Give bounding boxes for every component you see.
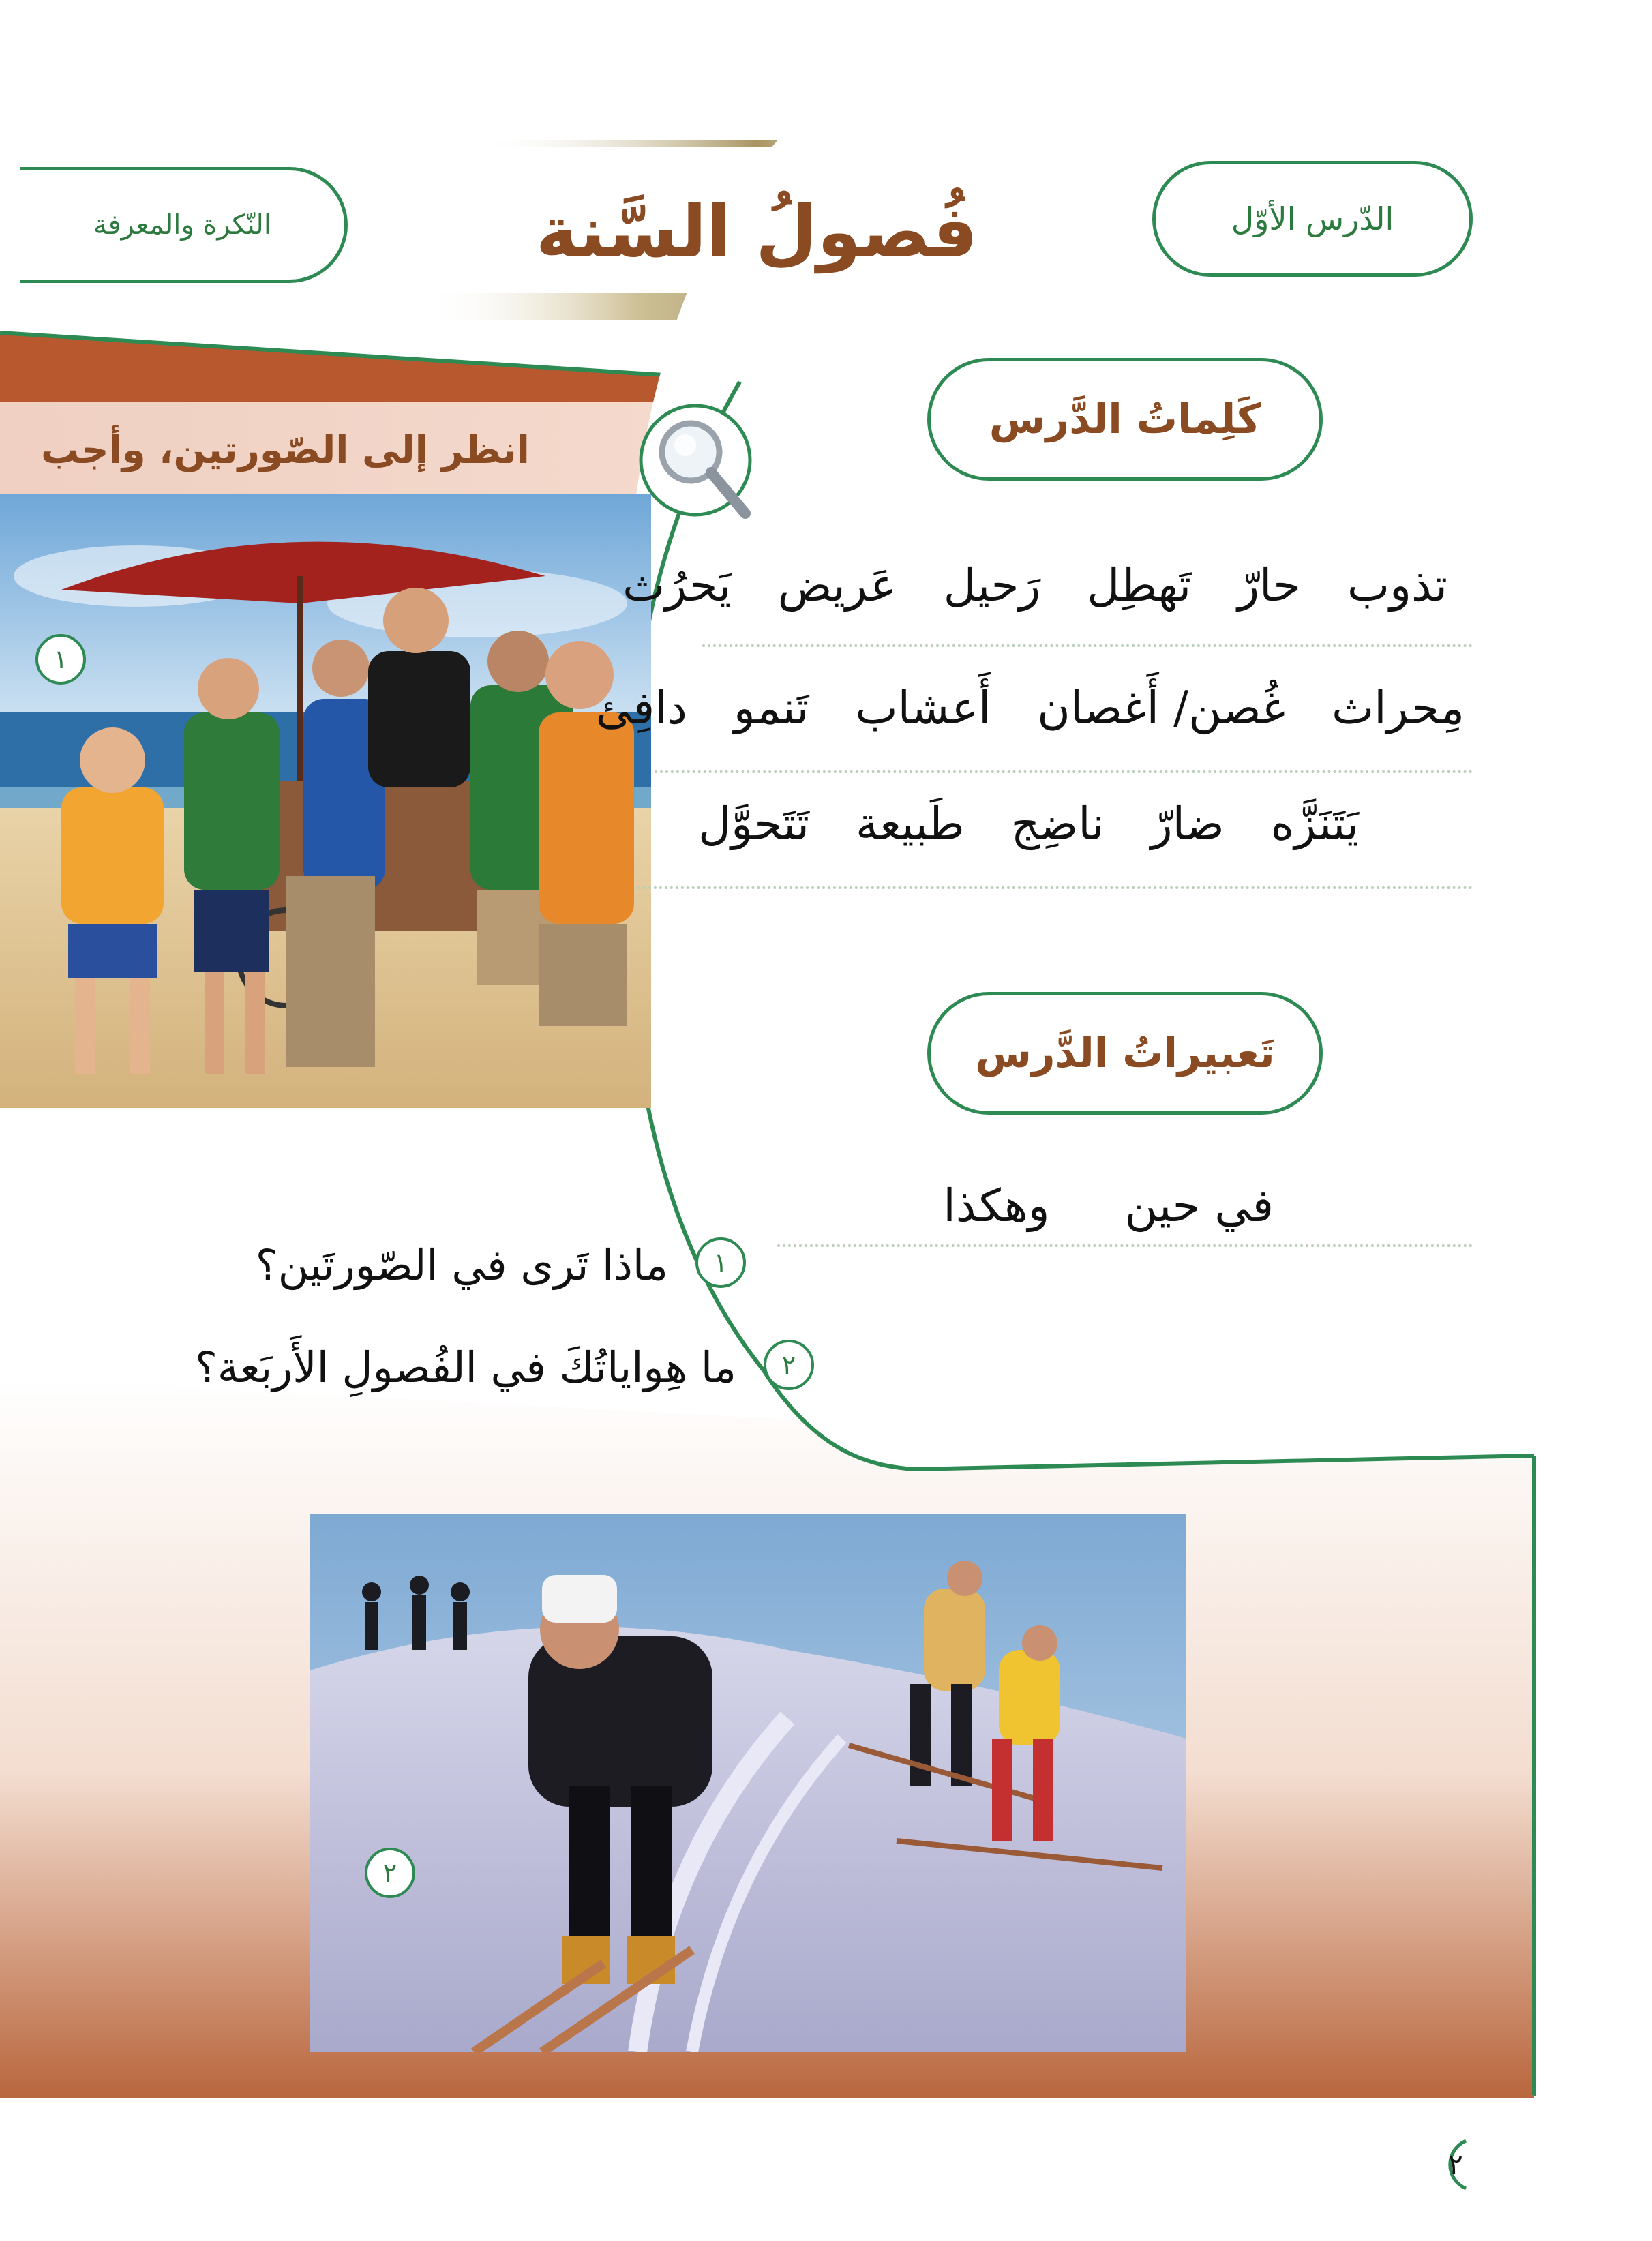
question-1-text: ماذا تَرى في الصّورتَين؟ [255, 1239, 668, 1290]
vocab-word: دافِئ [595, 682, 687, 734]
vocab-row-1 [622, 559, 1447, 612]
picture-prompt: انظر إلى الصّورتين، وأجب [41, 427, 530, 472]
vocab-word: يَحرُث [622, 559, 732, 612]
vocab-word: ناضِج [1010, 798, 1105, 850]
vocab-word: رَحيل [943, 559, 1041, 612]
expressions-row [943, 1179, 1274, 1232]
question-2-text: ما هِواياتُكَ في الفُصولِ الأَربَعة؟ [194, 1342, 736, 1392]
photo-1-badge: ١ [35, 634, 86, 685]
vocab-word: تَنمو [733, 682, 809, 734]
vocab-line-2 [655, 770, 1473, 773]
vocab-heading-pill [927, 358, 1323, 481]
topic-label: النّكرة والمعرفة [93, 209, 271, 241]
vocab-word: يَتَنَزَّه [1270, 798, 1359, 850]
vocab-word: تَتَحوَّل [698, 798, 810, 850]
expressions-heading: تَعبيراتُ الدَّرس [975, 1029, 1275, 1077]
vocab-heading: كَلِماتُ الدَّرس [989, 395, 1261, 443]
question-1-badge: ١ [695, 1237, 746, 1288]
vocab-row-3 [698, 798, 1359, 850]
vocab-word: تذوب [1347, 559, 1447, 612]
magnifier-icon [631, 399, 767, 535]
expressions-heading-pill [927, 992, 1323, 1115]
ski-photo [310, 1514, 1186, 2052]
vocab-word: طَبيعة [856, 798, 965, 850]
vocab-word: عَريض [777, 559, 897, 612]
expression-item: وهكذا [943, 1179, 1050, 1232]
vocab-line-1 [702, 644, 1473, 647]
topic-pill [20, 167, 348, 283]
beach-photo [0, 494, 651, 1108]
expressions-line [777, 1244, 1473, 1247]
vocab-word: ضارّ [1150, 798, 1225, 850]
lesson-label: الدّرس الأوّل [1231, 200, 1394, 237]
vocab-word: أَعشاب [855, 682, 991, 734]
page-title-container [477, 174, 1036, 290]
vocab-word: غُصن/ أَغصان [1037, 682, 1286, 734]
picture-prompt-bar [41, 409, 614, 491]
question-2-badge: ٢ [764, 1340, 814, 1390]
vocab-word: مِحراث [1332, 682, 1465, 734]
photo-2-badge: ٢ [365, 1848, 415, 1898]
expression-item: في حين [1124, 1179, 1274, 1232]
lesson-label-pill [1152, 161, 1473, 277]
vocab-word: تَهطِل [1087, 559, 1192, 612]
vocab-word: حارّ [1237, 559, 1301, 612]
page-number-badge [1425, 2134, 1486, 2195]
page-number: ٢ [1448, 2149, 1463, 2180]
page-title: فُصولُ السَّنة [535, 190, 978, 273]
vocab-line-3 [637, 886, 1473, 889]
vocab-row-2 [596, 682, 1465, 734]
